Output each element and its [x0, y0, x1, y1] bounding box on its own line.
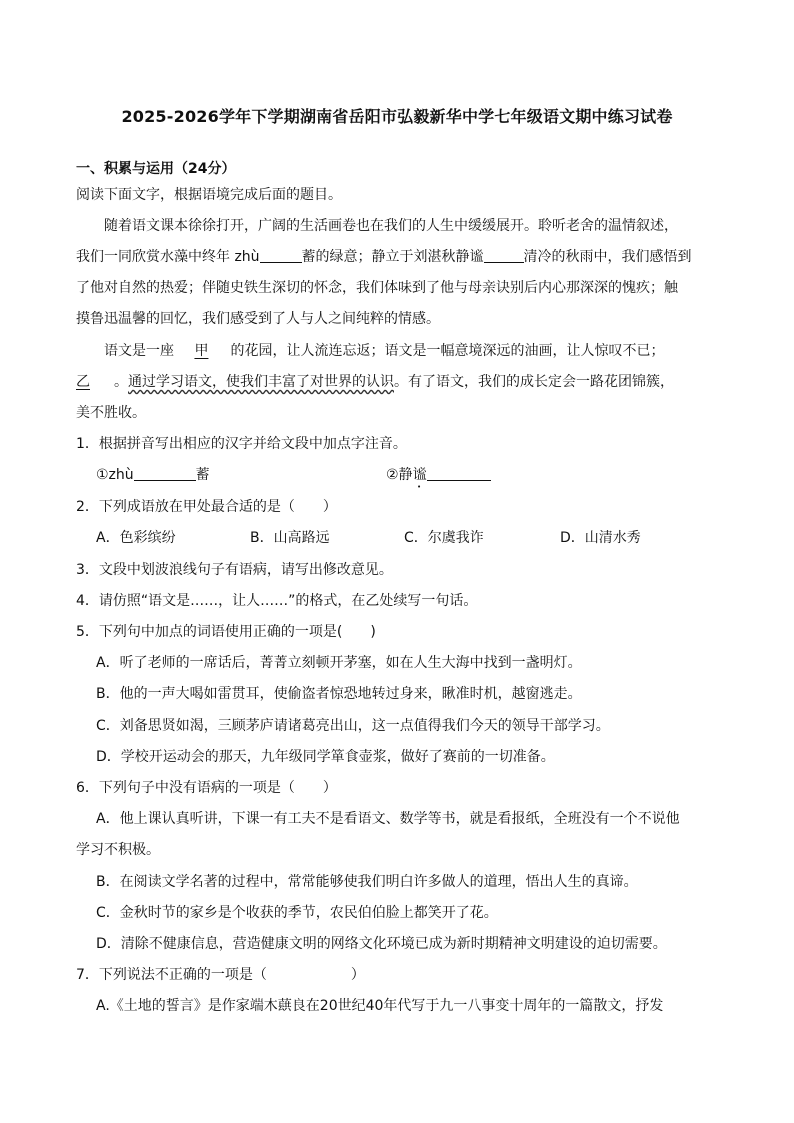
- q1-item-b: ②静谧: [386, 465, 491, 491]
- passage-text: 清冷的秋雨中，我们感悟到: [523, 249, 692, 265]
- option-d[interactable]: D．学校开运动会的那天，九年级同学箪食壶浆，做好了赛前的一切准备。: [96, 749, 555, 765]
- wavy-sentence: 通过学习语文，使我们丰富了对世界的认识: [128, 374, 394, 390]
- option-a[interactable]: A.《土地的誓言》是作家端木蕻良在20世纪40年代写于九一八事变十周年的一篇散文，抒发: [96, 998, 664, 1014]
- answer-blank[interactable]: [134, 466, 196, 481]
- answer-blank[interactable]: [427, 466, 491, 481]
- question-7: 7．下列说法不正确的一项是（ ）: [76, 967, 365, 983]
- option-b[interactable]: B．在阅读文学名著的过程中，常常能够使我们明白许多做人的道理，悟出人生的真谛。: [96, 874, 638, 890]
- passage-text: 的花园，让人流连忘返；语文是一幅意境深远的油画，让人惊叹不已；: [230, 343, 665, 359]
- passage-text: 我们一同欣赏水藻中终年 zhù: [76, 249, 260, 265]
- blank-jia: 甲: [194, 343, 209, 359]
- option-a[interactable]: A．色彩缤纷: [96, 530, 176, 546]
- passage-line: 摸鲁迅温馨的回忆，我们感受到了人与人之间纯粹的情感。: [76, 311, 440, 327]
- passage-line: [76, 247, 726, 267]
- q1-item-a: ①zhù 蓄: [96, 467, 210, 483]
- passage-text: 。: [114, 374, 128, 390]
- question-1-items: [96, 465, 746, 485]
- option-b[interactable]: B．他的一声大喝如雷贯耳，使偷盗者惊恐地转过身来，瞅准时机，越窗逃走。: [96, 686, 582, 702]
- passage-line: [104, 341, 754, 361]
- passage-line: [76, 372, 726, 392]
- option-c[interactable]: C．金秋时节的家乡是个收获的季节，农民伯伯脸上都笑开了花。: [96, 905, 498, 921]
- option-a[interactable]: A．他上课认真听讲，下课一有工夫不是看语文、数学等书，就是看报纸，全班没有一个不说他: [96, 811, 680, 827]
- question-5: 5．下列句中加点的词语使用正确的一项是( ): [76, 624, 376, 640]
- option-d[interactable]: D．山清水秀: [560, 530, 641, 546]
- section-heading: 一、积累与运用（24分）: [76, 161, 236, 177]
- section-intro: 阅读下面文字，根据语境完成后面的题目。: [76, 187, 342, 203]
- page-title: 2025-2026学年下学期湖南省岳阳市弘毅新华中学七年级语文期中练习试卷: [121, 107, 673, 126]
- passage-line: 随着语文课本徐徐打开，广阔的生活画卷也在我们的人生中缓缓展开。聆听老舍的温情叙述，: [104, 218, 678, 234]
- option-a[interactable]: A．听了老师的一席话后，菁菁立刻顿开茅塞，如在人生大海中找到一盏明灯。: [96, 655, 582, 671]
- passage-line: 美不胜收。: [76, 405, 146, 421]
- question-1: 1．根据拼音写出相应的汉字并给文段中加点字注音。: [76, 436, 407, 452]
- fill-blank: [484, 248, 524, 263]
- passage-text: 。有了语文，我们的成长定会一路花团锦簇，: [394, 374, 674, 390]
- question-6: 6．下列句子中没有语病的一项是（ ）: [76, 780, 337, 796]
- question-4: 4．请仿照“语文是……，让人……”的格式，在乙处续写一句话。: [76, 593, 478, 609]
- option-c[interactable]: C．刘备思贤如渴，三顾茅庐请诸葛亮出山，这一点值得我们今天的领导干部学习。: [96, 718, 610, 734]
- fill-blank: [260, 248, 302, 263]
- passage-line: 了他对自然的热爱；伴随史铁生深切的怀念，我们体味到了他与母亲诀别后内心那深深的愧疚；触: [76, 280, 678, 296]
- question-2: 2．下列成语放在甲处最合适的是（ ）: [76, 499, 337, 515]
- option-c[interactable]: C．尔虞我诈: [404, 530, 484, 546]
- passage-text: 蓄的绿意；静立于刘湛秋静谧: [301, 249, 484, 265]
- option-b[interactable]: B．山高路远: [250, 530, 330, 546]
- question-3: 3．文段中划波浪线句子有语病，请写出修改意见。: [76, 562, 393, 578]
- option-d[interactable]: D．清除不健康信息，营造健康文明的网络文化环境已成为新时期精神文明建设的迫切需要。: [96, 936, 667, 952]
- option-a-continued: 学习不积极。: [76, 842, 160, 858]
- blank-yi: 乙: [76, 374, 90, 390]
- passage-text: 语文是一座: [104, 343, 174, 359]
